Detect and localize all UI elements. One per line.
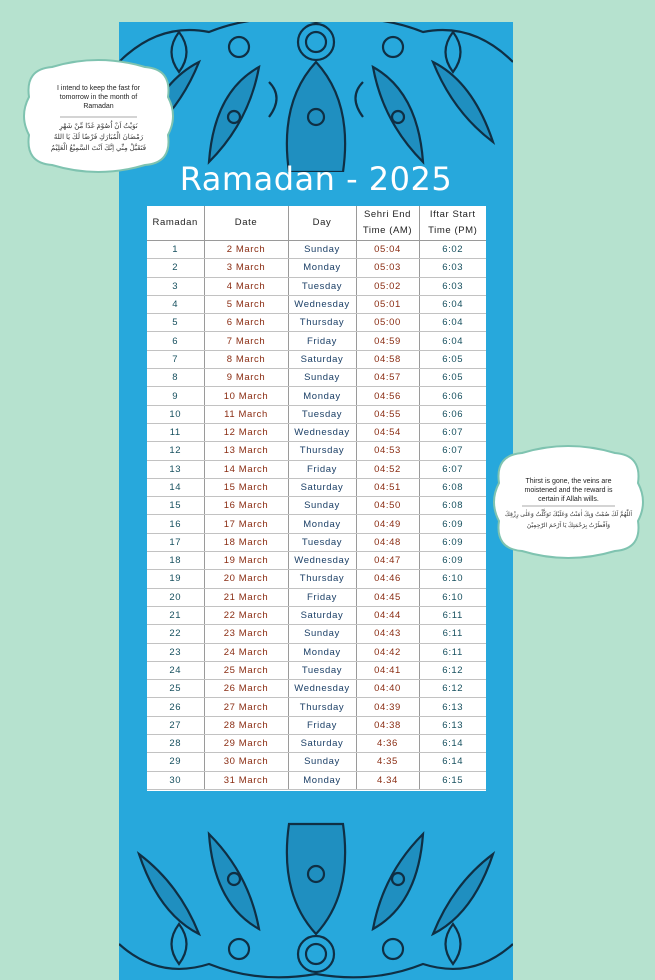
weekday-cell: Thursday [288, 698, 356, 716]
ramadan-timetable [147, 206, 486, 791]
table-body [147, 241, 486, 790]
ramadan-day-cell: 4 [147, 295, 204, 313]
ramadan-day-cell: 27 [147, 716, 204, 734]
weekday-cell: Sunday [288, 625, 356, 643]
weekday-cell: Monday [288, 387, 356, 405]
ramadan-day-cell: 24 [147, 661, 204, 679]
date-cell: 31 March [204, 771, 288, 789]
iftar-time-cell: 6:11 [419, 643, 486, 661]
ramadan-day-cell: 3 [147, 277, 204, 295]
weekday-cell: Monday [288, 643, 356, 661]
table-row [147, 350, 486, 368]
top-mandala-ornament [119, 22, 513, 172]
table-row [147, 552, 486, 570]
date-cell: 3 March [204, 259, 288, 277]
date-cell: 23 March [204, 625, 288, 643]
col-header-ramadan: Ramadan [147, 206, 204, 241]
date-cell: 13 March [204, 442, 288, 460]
ramadan-day-cell: 8 [147, 369, 204, 387]
iftar-time-cell: 6:06 [419, 387, 486, 405]
date-cell: 14 March [204, 460, 288, 478]
ramadan-day-cell: 2 [147, 259, 204, 277]
iftar-time-cell: 6:03 [419, 259, 486, 277]
col-header-date: Date [204, 206, 288, 241]
sehri-dua-english: I intend to keep the fast for tomorrow in the month of Ramadan [57, 85, 140, 110]
date-cell: 6 March [204, 314, 288, 332]
sehri-time-cell: 04:49 [356, 515, 419, 533]
iftar-header-line2: Time (PM) [428, 225, 478, 236]
iftar-time-cell: 6:13 [419, 698, 486, 716]
date-cell: 16 March [204, 497, 288, 515]
ramadan-day-cell: 23 [147, 643, 204, 661]
table-row [147, 661, 486, 679]
date-cell: 15 March [204, 478, 288, 496]
table-row [147, 625, 486, 643]
weekday-cell: Saturday [288, 478, 356, 496]
date-cell: 26 March [204, 680, 288, 698]
col-header-iftar [419, 206, 486, 241]
date-cell: 27 March [204, 698, 288, 716]
iftar-time-cell: 6:13 [419, 716, 486, 734]
ramadan-day-cell: 20 [147, 588, 204, 606]
iftar-time-cell: 6:07 [419, 442, 486, 460]
ramadan-day-cell: 10 [147, 405, 204, 423]
page-title: Ramadan - 2025 [179, 160, 453, 198]
ramadan-day-cell: 22 [147, 625, 204, 643]
weekday-cell: Sunday [288, 241, 356, 259]
weekday-cell: Monday [288, 771, 356, 789]
iftar-time-cell: 6:06 [419, 405, 486, 423]
table-row [147, 442, 486, 460]
sehri-time-cell: 05:01 [356, 295, 419, 313]
sehri-header-line2: Time (AM) [362, 225, 413, 236]
ramadan-day-cell: 16 [147, 515, 204, 533]
table-row [147, 570, 486, 588]
ramadan-day-cell: 28 [147, 735, 204, 753]
table-row [147, 735, 486, 753]
date-cell: 5 March [204, 295, 288, 313]
sehri-time-cell: 4.34 [356, 771, 419, 789]
date-cell: 20 March [204, 570, 288, 588]
weekday-cell: Saturday [288, 350, 356, 368]
iftar-time-cell: 6:15 [419, 771, 486, 789]
date-cell: 9 March [204, 369, 288, 387]
col-header-sehri [356, 206, 419, 241]
iftar-time-cell: 6:05 [419, 350, 486, 368]
weekday-cell: Tuesday [288, 661, 356, 679]
ramadan-day-cell: 12 [147, 442, 204, 460]
ramadan-day-cell: 30 [147, 771, 204, 789]
ramadan-day-cell: 19 [147, 570, 204, 588]
table-row [147, 680, 486, 698]
sehri-time-cell: 04:46 [356, 570, 419, 588]
weekday-cell: Wednesday [288, 295, 356, 313]
iftar-dua-bubble [492, 443, 645, 561]
iftar-time-cell: 6:10 [419, 570, 486, 588]
table-row [147, 369, 486, 387]
weekday-cell: Sunday [288, 497, 356, 515]
date-cell: 24 March [204, 643, 288, 661]
date-cell: 8 March [204, 350, 288, 368]
weekday-cell: Tuesday [288, 533, 356, 551]
iftar-time-cell: 6:14 [419, 753, 486, 771]
sehri-time-cell: 04:41 [356, 661, 419, 679]
weekday-cell: Thursday [288, 570, 356, 588]
weekday-cell: Sunday [288, 369, 356, 387]
iftar-time-cell: 6:03 [419, 277, 486, 295]
sehri-time-cell: 04:43 [356, 625, 419, 643]
iftar-time-cell: 6:10 [419, 588, 486, 606]
weekday-cell: Saturday [288, 735, 356, 753]
sehri-time-cell: 05:00 [356, 314, 419, 332]
ramadan-day-cell: 1 [147, 241, 204, 259]
date-cell: 7 March [204, 332, 288, 350]
iftar-dua-arabic-1: اَللّٰهُمَّ لَكَ صُمْتُ وَبِكَ اٰمَنْتُ وَعَلَيْكَ تَوَكَّلْتُ وَعَلٰى رِزْقِكَ [504, 512, 633, 518]
table-row [147, 241, 486, 259]
date-cell: 4 March [204, 277, 288, 295]
sehri-time-cell: 04:39 [356, 698, 419, 716]
table-row [147, 259, 486, 277]
sehri-time-cell: 04:53 [356, 442, 419, 460]
sehri-time-cell: 04:48 [356, 533, 419, 551]
sehri-time-cell: 05:03 [356, 259, 419, 277]
table-row [147, 698, 486, 716]
table-row [147, 643, 486, 661]
ramadan-day-cell: 25 [147, 680, 204, 698]
table-row [147, 515, 486, 533]
ramadan-day-cell: 17 [147, 533, 204, 551]
table-row [147, 497, 486, 515]
weekday-cell: Wednesday [288, 552, 356, 570]
weekday-cell: Friday [288, 332, 356, 350]
date-cell: 21 March [204, 588, 288, 606]
sehri-time-cell: 04:52 [356, 460, 419, 478]
iftar-time-cell: 6:02 [419, 241, 486, 259]
weekday-cell: Tuesday [288, 405, 356, 423]
weekday-cell: Friday [288, 716, 356, 734]
table-row [147, 332, 486, 350]
table-row [147, 295, 486, 313]
sehri-time-cell: 04:56 [356, 387, 419, 405]
iftar-time-cell: 6:11 [419, 606, 486, 624]
weekday-cell: Thursday [288, 442, 356, 460]
ramadan-day-cell: 11 [147, 423, 204, 441]
iftar-time-cell: 6:05 [419, 369, 486, 387]
sehri-time-cell: 04:50 [356, 497, 419, 515]
iftar-time-cell: 6:12 [419, 680, 486, 698]
date-cell: 19 March [204, 552, 288, 570]
weekday-cell: Friday [288, 588, 356, 606]
date-cell: 30 March [204, 753, 288, 771]
weekday-cell: Wednesday [288, 680, 356, 698]
sehri-time-cell: 04:55 [356, 405, 419, 423]
sehri-time-cell: 04:59 [356, 332, 419, 350]
sehri-time-cell: 04:57 [356, 369, 419, 387]
table-row [147, 533, 486, 551]
iftar-time-cell: 6:04 [419, 314, 486, 332]
sehri-dua-bubble [22, 57, 175, 175]
ramadan-day-cell: 6 [147, 332, 204, 350]
ramadan-day-cell: 5 [147, 314, 204, 332]
sehri-time-cell: 04:58 [356, 350, 419, 368]
table-row [147, 405, 486, 423]
weekday-cell: Wednesday [288, 423, 356, 441]
date-cell: 17 March [204, 515, 288, 533]
sehri-time-cell: 04:51 [356, 478, 419, 496]
iftar-time-cell: 6:09 [419, 552, 486, 570]
iftar-time-cell: 6:09 [419, 533, 486, 551]
table-row [147, 387, 486, 405]
weekday-cell: Tuesday [288, 277, 356, 295]
sehri-time-cell: 04:42 [356, 643, 419, 661]
ramadan-day-cell: 29 [147, 753, 204, 771]
sehri-time-cell: 04:40 [356, 680, 419, 698]
sehri-time-cell: 04:38 [356, 716, 419, 734]
date-cell: 28 March [204, 716, 288, 734]
ramadan-day-cell: 14 [147, 478, 204, 496]
weekday-cell: Saturday [288, 606, 356, 624]
iftar-time-cell: 6:08 [419, 497, 486, 515]
ramadan-day-cell: 7 [147, 350, 204, 368]
table-row [147, 771, 486, 789]
iftar-header-line1: Iftar Start [429, 209, 476, 220]
ramadan-day-cell: 26 [147, 698, 204, 716]
sehri-header-line1: Sehri End [363, 209, 412, 220]
ramadan-day-cell: 15 [147, 497, 204, 515]
sehri-bubble-frame [22, 57, 175, 175]
date-cell: 18 March [204, 533, 288, 551]
iftar-time-cell: 6:11 [419, 625, 486, 643]
sehri-time-cell: 05:02 [356, 277, 419, 295]
date-cell: 29 March [204, 735, 288, 753]
col-header-day: Day [288, 206, 356, 241]
date-cell: 22 March [204, 606, 288, 624]
ramadan-day-cell: 21 [147, 606, 204, 624]
table-row [147, 423, 486, 441]
table-row [147, 606, 486, 624]
iftar-time-cell: 6:08 [419, 478, 486, 496]
ramadan-day-cell: 9 [147, 387, 204, 405]
weekday-cell: Friday [288, 460, 356, 478]
sehri-dua-arabic-2: رَمْضَانَ الْمُبَارَكِ فَرْضًا لَكَ يَا اللهُ [53, 134, 144, 141]
table-row [147, 460, 486, 478]
sehri-time-cell: 4:36 [356, 735, 419, 753]
weekday-cell: Thursday [288, 314, 356, 332]
table-row [147, 716, 486, 734]
table-header-row [147, 206, 486, 241]
iftar-time-cell: 6:14 [419, 735, 486, 753]
iftar-time-cell: 6:09 [419, 515, 486, 533]
sehri-time-cell: 04:47 [356, 552, 419, 570]
sehri-time-cell: 4:35 [356, 753, 419, 771]
ramadan-day-cell: 13 [147, 460, 204, 478]
table-row [147, 277, 486, 295]
sehri-time-cell: 05:04 [356, 241, 419, 259]
table-row [147, 588, 486, 606]
iftar-dua-arabic-2: وَاَفْطَرْتُ بِرَحْمَتِكَ يَا اَرْحَمَ الرّٰحِمِيْنَ [526, 523, 611, 529]
weekday-cell: Monday [288, 515, 356, 533]
date-cell: 11 March [204, 405, 288, 423]
iftar-time-cell: 6:12 [419, 661, 486, 679]
table-row [147, 753, 486, 771]
sehri-dua-arabic-1: نَوَيْتُ اَنْ اُصُوْمَ غَدًا مِّنْ شَهْرِ [59, 123, 138, 130]
sehri-time-cell: 04:54 [356, 423, 419, 441]
date-cell: 2 March [204, 241, 288, 259]
ramadan-day-cell: 18 [147, 552, 204, 570]
bottom-mandala-ornament [119, 814, 513, 980]
sehri-dua-arabic-3: فَتَقَبَّلْ مِنِّي اِنَّكَ اَنْتَ السَّمِيْعُ الْعَلِيْمُ [50, 145, 147, 152]
date-cell: 12 March [204, 423, 288, 441]
sehri-time-cell: 04:45 [356, 588, 419, 606]
iftar-time-cell: 6:07 [419, 423, 486, 441]
sehri-time-cell: 04:44 [356, 606, 419, 624]
weekday-cell: Sunday [288, 753, 356, 771]
iftar-time-cell: 6:04 [419, 332, 486, 350]
iftar-time-cell: 6:04 [419, 295, 486, 313]
iftar-time-cell: 6:07 [419, 460, 486, 478]
date-cell: 25 March [204, 661, 288, 679]
weekday-cell: Monday [288, 259, 356, 277]
date-cell: 10 March [204, 387, 288, 405]
table-row [147, 314, 486, 332]
iftar-dua-english: Thirst is gone, the veins are moistened and the reward is certain if Allah wills. [524, 478, 613, 503]
table-row [147, 478, 486, 496]
